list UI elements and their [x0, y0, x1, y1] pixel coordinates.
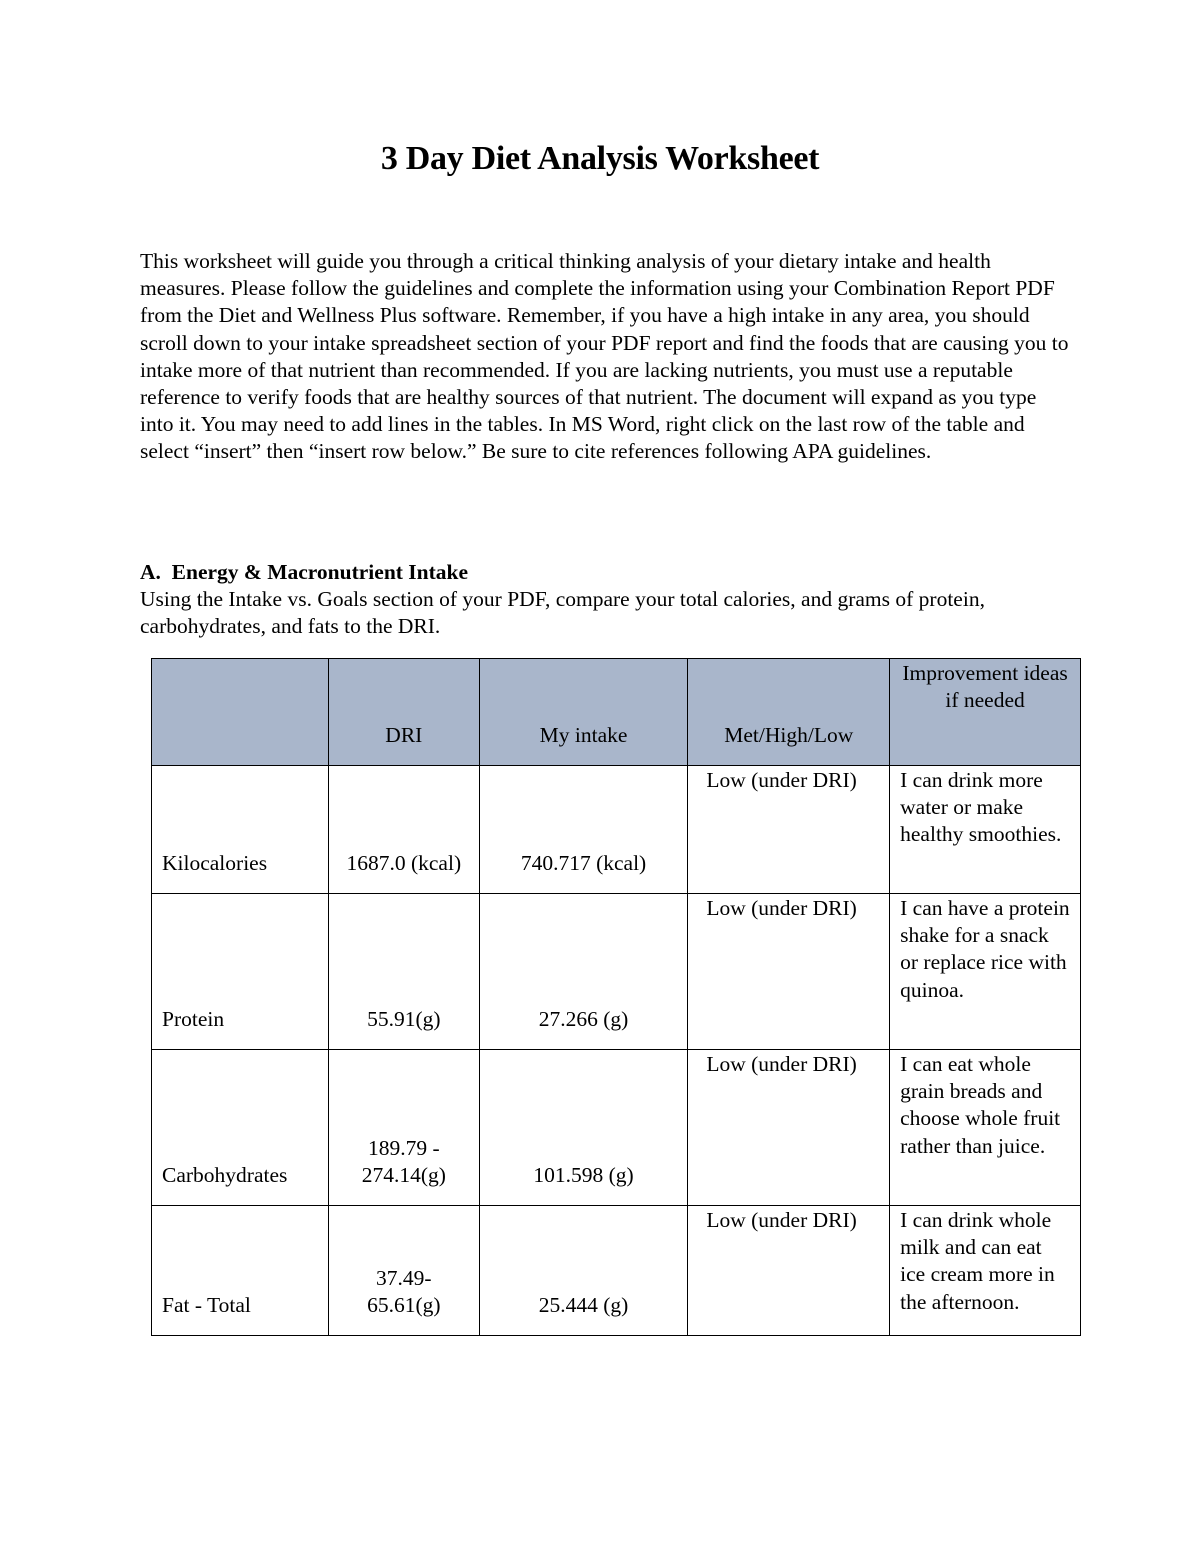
header-dri: DRI: [328, 659, 479, 766]
header-my-intake: My intake: [479, 659, 688, 766]
dri-cell: 1687.0 (kcal): [328, 766, 479, 894]
nutrient-cell: Carbohydrates: [152, 1050, 329, 1206]
improvement-cell: I can drink more water or make healthy smoothies.: [890, 766, 1081, 894]
improvement-cell: I can drink whole milk and can eat ice cream more in the afternoon.: [890, 1206, 1081, 1336]
table-row: [152, 766, 1081, 894]
nutrient-cell: Fat - Total: [152, 1206, 329, 1336]
intake-cell: 101.598 (g): [479, 1050, 688, 1206]
table-header-row: [152, 659, 1081, 766]
intake-cell: 27.266 (g): [479, 894, 688, 1050]
nutrient-cell: Kilocalories: [152, 766, 329, 894]
intake-cell: 25.444 (g): [479, 1206, 688, 1336]
macronutrient-table: [151, 658, 1081, 1336]
section-a-heading: A. Energy & Macronutrient Intake: [140, 560, 469, 584]
header-status: Met/High/Low: [688, 659, 890, 766]
table-row: [152, 894, 1081, 1050]
improvement-cell: I can have a protein shake for a snack or replace rice with quinoa.: [890, 894, 1081, 1050]
section-a-description: Using the Intake vs. Goals section of your PDF, compare your total calories, and grams of protein, carbohydrates, and fats to the DRI.: [140, 587, 985, 639]
dri-cell: 55.91(g): [328, 894, 479, 1050]
status-cell: Low (under DRI): [688, 894, 890, 1050]
nutrient-cell: Protein: [152, 894, 329, 1050]
table-row: [152, 1050, 1081, 1206]
status-cell: Low (under DRI): [688, 1206, 890, 1336]
status-cell: Low (under DRI): [688, 1050, 890, 1206]
header-nutrient: [152, 659, 329, 766]
dri-cell: 189.79 - 274.14(g): [328, 1050, 479, 1206]
table-row: [152, 1206, 1081, 1336]
improvement-cell: I can eat whole grain breads and choose whole fruit rather than juice.: [890, 1050, 1081, 1206]
status-cell: Low (under DRI): [688, 766, 890, 894]
document-title: 3 Day Diet Analysis Worksheet: [380, 140, 820, 177]
intake-cell: 740.717 (kcal): [479, 766, 688, 894]
header-improvement: Improvement ideas if needed: [890, 659, 1081, 766]
intro-paragraph: This worksheet will guide you through a critical thinking analysis of your dietary intake and health measures. Please follow the guidelines and complete the information using your Combination Report PDF from the Diet and Wellness Plus software. Remember, if you have a high intake in any area, you should scroll down to your intake spreadsheet section of your PDF report and find the foods that are causing you to intake more of that nutrient than recommended. If you are lacking nutrients, you must use a reputable reference to verify foods that are healthy sources of that nutrient. The document will expand as you type into it. You may need to add lines in the tables. In MS Word, right click on the last row of the table and select “insert” then “insert row below.” Be sure to cite references following APA guidelines.: [140, 249, 1069, 464]
section-a: [140, 559, 1070, 641]
dri-cell: 37.49- 65.61(g): [328, 1206, 479, 1336]
